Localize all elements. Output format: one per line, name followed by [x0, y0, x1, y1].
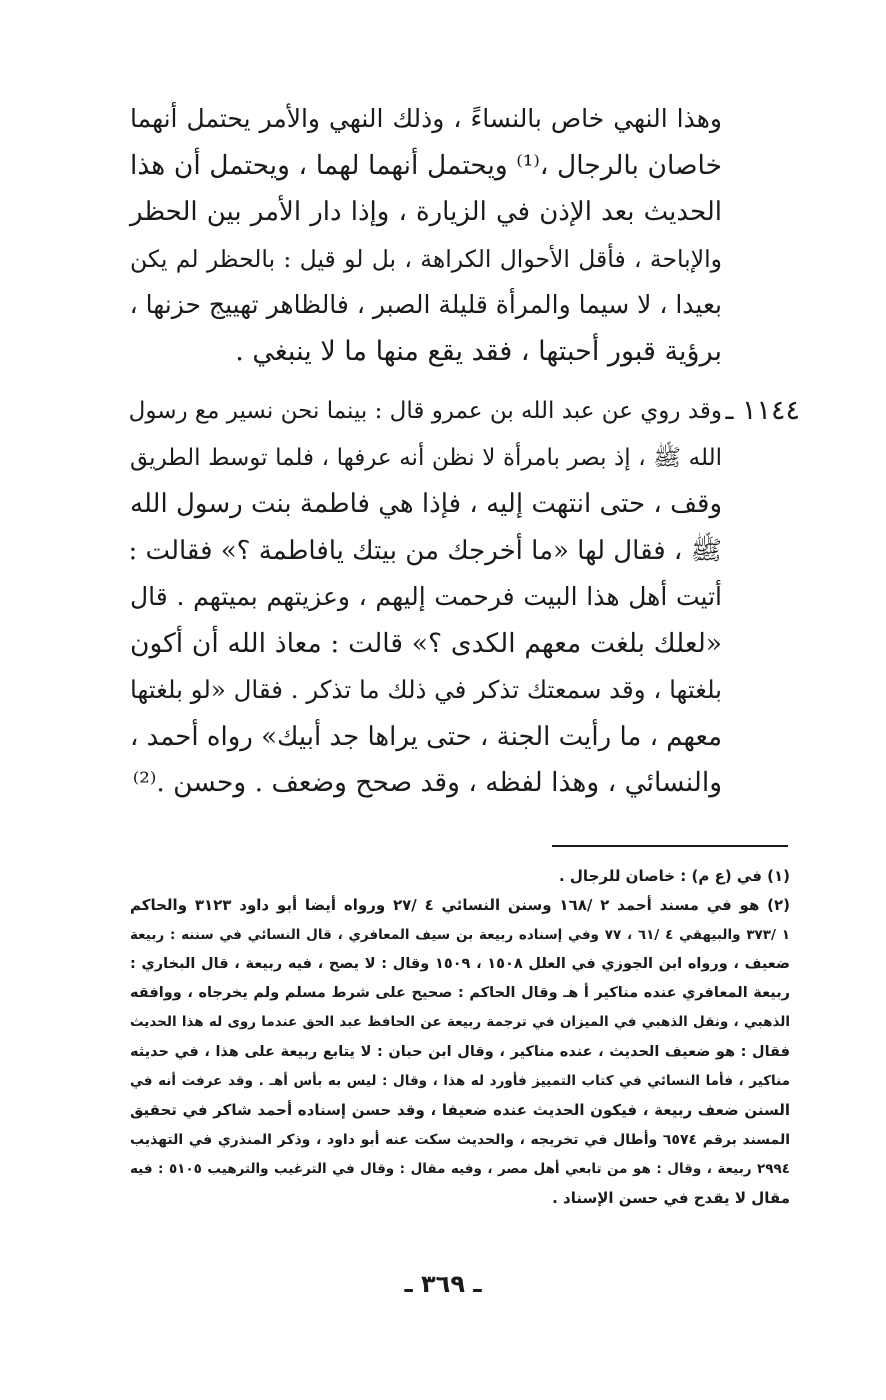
footnote-line: مناكير ، فأما النسائي في كتاب التمييز فأورد له هذا ، وقال : ليس به بأس أهـ . وقد عرفت أنه في [130, 1073, 790, 1090]
hadith-number: ١١٤٤ ـ [725, 395, 800, 426]
footnote-line: المسند برقم ٦٥٧٤ وأطال في تخريجه ، والحديث سكت عنه أبو داود ، وذكر المنذري في التهذيب [130, 1131, 790, 1148]
text-line: معهم ، ما رأيت الجنة ، حتى يراها جد أبيك» رواه أحمد ، [129, 721, 722, 752]
footnote-line: السنن ضعف ربيعة ، فيكون الحديث عنده ضعيفا ، وقد حسن إسناده أحمد شاكر في تحقيق [130, 1101, 790, 1120]
footnote-line: (١) في (ع م) : خاصان للرجال . [559, 867, 790, 885]
text-line: بعيدا ، لا سيما والمرأة قليلة الصبر ، فالظاهر تهييج حزنها ، [129, 290, 722, 319]
footnote-line: مقال لا يقدح في حسن الإسناد . [552, 1189, 790, 1208]
footnote-separator [552, 845, 788, 847]
text-line: والنسائي ، وهذا لفظه ، وقد صحح وضعف . وحسن .⁽²⁾ [132, 767, 722, 798]
text-line: برؤية قبور أحبتها ، فقد يقع منها ما لا ينبغي . [235, 335, 722, 367]
text-line: الحديث بعد الإذن في الزيارة ، وإذا دار الأمر بين الحظر [130, 197, 722, 227]
footnote-line: ضعيف ، ورواه ابن الجوزي في العلل ١٥٠٨ ، ١٥٠٩ وقال : لا يصح ، فيه ربيعة ، قال البخاري : [130, 955, 790, 972]
page-number: ـ ٣٦٩ ـ [404, 1270, 482, 1298]
footnotes [130, 862, 790, 1214]
text-line: والإباحة ، فأقل الأحوال الكراهة ، بل لو قيل : بالحظر لم يكن [130, 244, 722, 273]
text-line: ﷺ ، فقال لها «ما أخرجك من بيتك يافاطمة ؟» فقالت : [128, 535, 722, 566]
text-line: «لعلك بلغت معهم الكدى ؟» قالت : معاذ الله أن أكون [130, 627, 722, 659]
text-line: أتيت أهل هذا البيت فرحمت إليهم ، وعزيتهم بميتهم . قال [130, 582, 722, 611]
text-line: وقد روي عن عبد الله بن عمرو قال : بينما نحن نسير مع رسول [128, 398, 722, 424]
footnote-line: ١ /٣٧٣ والبيهقي ٤ /٦١ ، ٧٧ وفي إسناده ربيعة بن سيف المعافري ، قال النسائي في سننه : ربيعة [130, 926, 790, 943]
text-line: بلغتها ، وقد سمعتك تذكر في ذلك ما تذكر . فقال «لو بلغتها [130, 675, 722, 704]
text-line: الله ﷺ ، إذ بصر بامرأة لا نظن أنه عرفها ، فلما توسط الطريق [130, 444, 722, 471]
footnote-line: (٢) هو في مسند أحمد ٢ /١٦٨ وسنن النسائي ٤ /٢٧ ورواه أيضا أبو داود ٣١٢٣ والحاكم [130, 896, 790, 915]
footnote-line: ربيعة المعافري عنده مناكير أ هـ وقال الحاكم : صحيح على شرط مسلم ولم يخرجاه ، ووافقه [130, 985, 790, 1002]
footnote-line: فقال : هو ضعيف الحديث ، عنده مناكير ، وقال ابن حبان : لا يتابع ربيعة على هذا ، في حديثه [130, 1043, 790, 1060]
footnote-line: ٢٩٩٤ ربيعة ، وقال : هو من تابعي أهل مصر ، وفيه مقال : وقال في الترغيب والترهيب ٥١٠٥ : فيه [130, 1160, 790, 1177]
text-line: خاصان بالرجال ،⁽¹⁾ ويحتمل أنهما لهما ، ويحتمل أن هذا [130, 149, 722, 181]
hadith-paragraph [130, 388, 722, 807]
text-line: وهذا النهي خاص بالنساءً ، وذلك النهي والأمر يحتمل أنهما [130, 104, 722, 133]
text-line: وقف ، حتى انتهت إليه ، فإذا هي فاطمة بنت رسول الله [130, 489, 722, 519]
footnote-line: الذهبي ، ونقل الذهبي في الميزان في ترجمة ربيعة عن الحافظ عبد الحق عندما روى له هذا الحديث [130, 1014, 790, 1031]
commentary-paragraph [130, 96, 722, 375]
